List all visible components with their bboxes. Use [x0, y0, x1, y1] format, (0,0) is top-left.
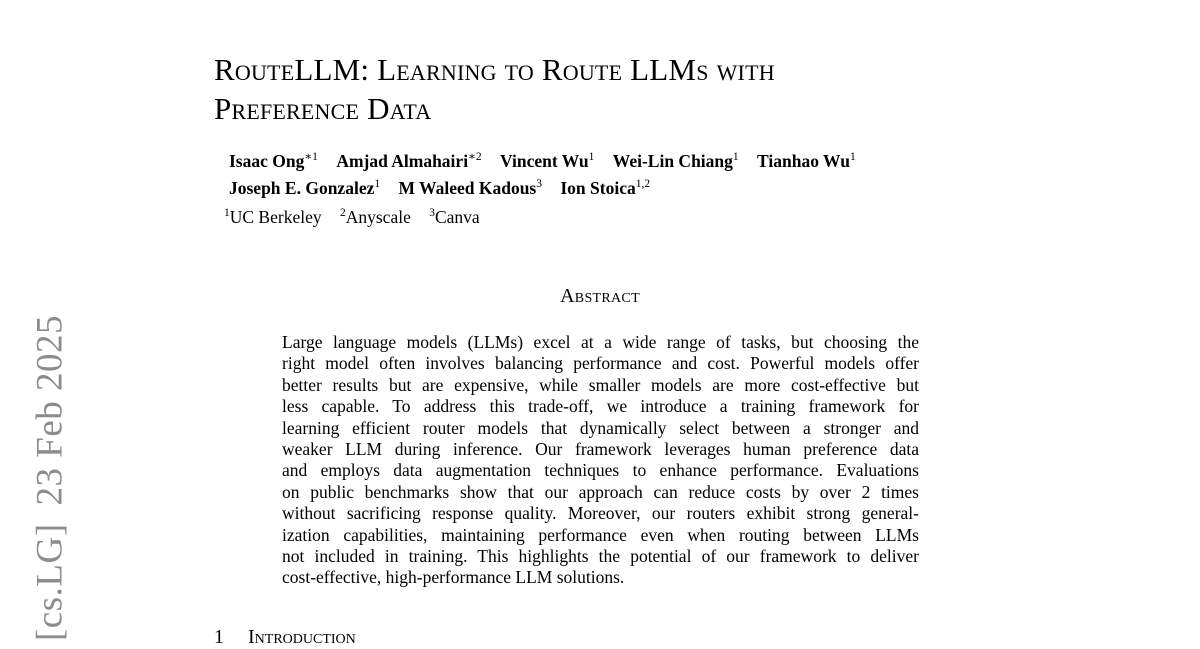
abstract-line: and employs data augmentation techniques to enhance performance. Evaluations — [282, 460, 919, 481]
affiliation-mark: 2 — [339, 207, 346, 219]
author-affiliation-mark: 1 — [849, 151, 856, 163]
abstract-line: right model often involves balancing performance and cost. Powerful models offer — [282, 353, 919, 374]
abstract-line: ization capabilities, maintaining performance even when routing between LLMs — [282, 524, 919, 545]
abstract-line: weaker LLM during inference. Our framework leverages human preference data — [282, 439, 919, 460]
abstract-line: not included in training. This highlights the potential of our framework to deliver — [282, 546, 919, 567]
author — [229, 175, 380, 202]
affiliation — [340, 205, 411, 229]
section-title: Introduction — [248, 626, 356, 648]
author — [500, 148, 594, 175]
author-list — [229, 148, 870, 202]
author — [398, 175, 542, 202]
arxiv-date: 23 Feb 2025 — [29, 314, 71, 506]
abstract-heading: Abstract — [560, 285, 640, 307]
abstract-line: on public benchmarks show that our approach can reduce costs by over 2 times — [282, 481, 919, 502]
author — [229, 148, 318, 175]
abstract-line: cost-effective, high-performance LLM solutions. — [282, 567, 625, 588]
affiliation-name: Canva — [434, 207, 480, 227]
author-name: Vincent Wu — [500, 151, 589, 171]
abstract-line: Large language models (LLMs) excel at a wide range of tasks, but choosing the — [282, 332, 919, 352]
arxiv-category: [cs.LG] — [29, 523, 71, 642]
author — [613, 148, 739, 175]
affiliation — [224, 205, 322, 229]
affiliation-list — [224, 205, 494, 229]
author-line-1 — [229, 148, 870, 175]
author-affiliation-mark: 1 — [374, 178, 381, 190]
author — [757, 148, 856, 175]
author-name: Amjad Almahairi — [336, 151, 469, 171]
author-name: Ion Stoica — [560, 178, 636, 198]
author-affiliation-mark: 3 — [536, 178, 542, 190]
author-line-2 — [229, 175, 870, 202]
author-affiliation-mark: 1 — [732, 151, 739, 163]
paper-title — [214, 50, 775, 128]
affiliation-mark: 1 — [224, 207, 230, 219]
abstract-line: better results but are expensive, while smaller models are more cost-effective but — [282, 374, 919, 395]
author-name: M Waleed Kadous — [398, 178, 537, 198]
author — [560, 175, 650, 202]
author-name: Isaac Ong — [229, 151, 305, 171]
section-heading — [214, 626, 356, 649]
author-affiliation-mark: ∗2 — [468, 151, 482, 163]
paper-title-line-2: Preference Data — [214, 91, 432, 126]
section-number: 1 — [214, 626, 224, 648]
affiliation-name: UC Berkeley — [229, 207, 322, 227]
author-affiliation-mark: 1 — [588, 151, 595, 163]
abstract-line: without sacrificing response quality. Moreover, our routers exhibit strong general- — [282, 503, 919, 524]
arxiv-sidebar-stamp — [29, 315, 72, 641]
author-name: Wei-Lin Chiang — [612, 151, 733, 171]
paper-title-line-1: RouteLLM: Learning to Route LLMs with — [214, 52, 775, 87]
author-name: Tianhao Wu — [757, 151, 850, 171]
abstract-body — [282, 332, 919, 589]
author-affiliation-mark: ∗1 — [304, 151, 318, 163]
abstract-line: learning efficient router models that dynamically select between a stronger and — [282, 417, 919, 438]
author — [336, 148, 481, 175]
author-affiliation-mark: 1,2 — [635, 178, 651, 190]
affiliation-mark: 3 — [429, 207, 435, 219]
affiliation — [429, 205, 479, 229]
affiliation-name: Anyscale — [345, 207, 411, 227]
author-name: Joseph E. Gonzalez — [229, 178, 375, 198]
abstract-line: less capable. To address this trade-off, we introduce a training framework for — [282, 396, 919, 417]
